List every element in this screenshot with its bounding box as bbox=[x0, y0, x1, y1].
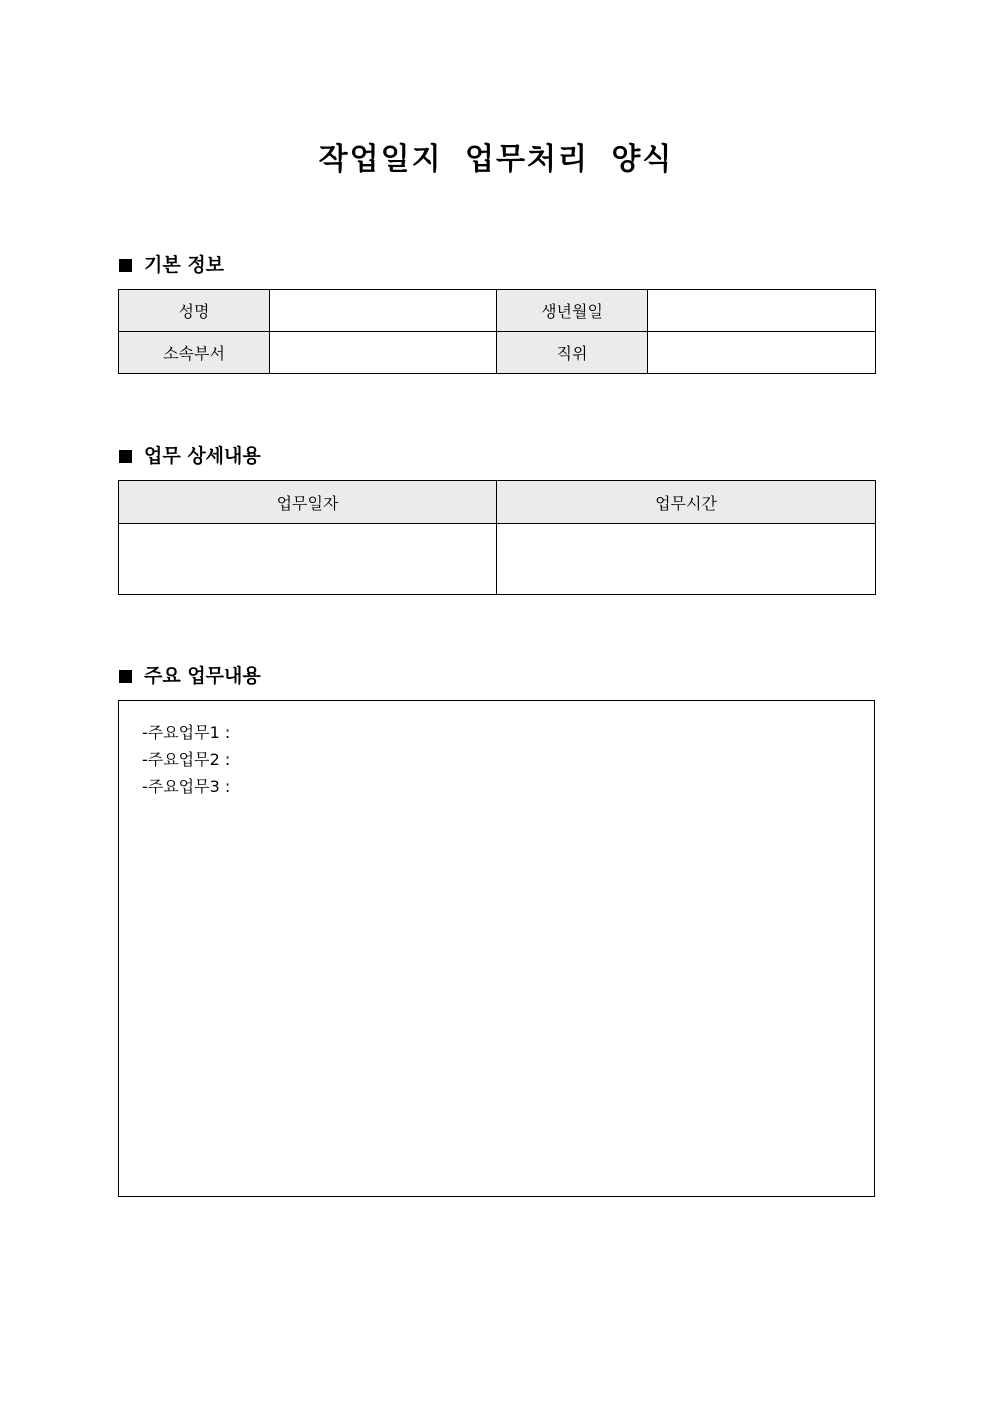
birth-date-field[interactable] bbox=[648, 290, 876, 332]
department-label: 소속부서 bbox=[119, 332, 270, 374]
work-date-label: 업무일자 bbox=[119, 481, 497, 524]
basic-info-table bbox=[118, 289, 876, 374]
table-row bbox=[119, 332, 876, 374]
square-bullet-icon bbox=[119, 450, 132, 463]
section-heading-label: 기본 정보 bbox=[144, 254, 225, 276]
square-bullet-icon bbox=[119, 670, 132, 683]
position-label: 직위 bbox=[497, 332, 648, 374]
square-bullet-icon bbox=[119, 259, 132, 272]
name-label: 성명 bbox=[119, 290, 270, 332]
table-header-row bbox=[119, 481, 876, 524]
work-time-label: 업무시간 bbox=[497, 481, 876, 524]
work-detail-table bbox=[118, 480, 876, 595]
birth-date-label: 생년월일 bbox=[497, 290, 648, 332]
list-item: -주요업무3 : bbox=[142, 777, 231, 796]
name-field[interactable] bbox=[270, 290, 497, 332]
section-heading-label: 주요 업무내용 bbox=[144, 665, 261, 687]
section-heading-main-work bbox=[119, 663, 261, 689]
list-item: -주요업무1 : bbox=[142, 723, 231, 742]
work-date-field[interactable] bbox=[119, 524, 497, 595]
list-item: -주요업무2 : bbox=[142, 750, 231, 769]
section-heading-work-detail bbox=[119, 443, 261, 469]
main-work-list bbox=[142, 719, 230, 800]
position-field[interactable] bbox=[648, 332, 876, 374]
work-time-field[interactable] bbox=[497, 524, 876, 595]
department-field[interactable] bbox=[270, 332, 497, 374]
table-row bbox=[119, 290, 876, 332]
section-heading-basic-info bbox=[119, 252, 224, 278]
table-row bbox=[119, 524, 876, 595]
main-work-content-area[interactable] bbox=[118, 700, 875, 1197]
document-title: 작업일지 업무처리 양식 bbox=[318, 142, 674, 177]
section-heading-label: 업무 상세내용 bbox=[144, 445, 261, 467]
